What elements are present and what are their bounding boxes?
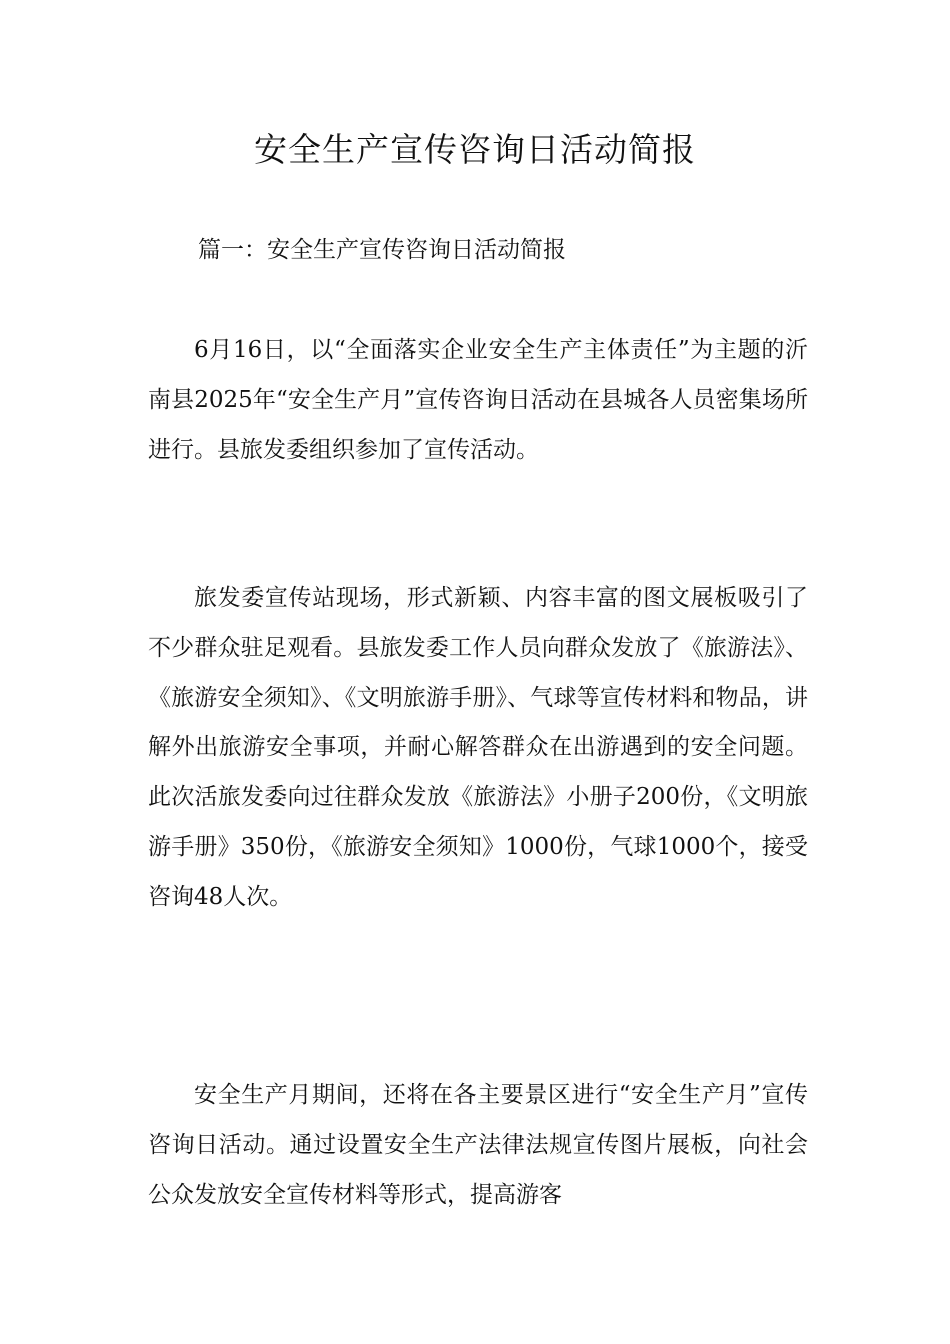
paragraph-3: 安全生产月期间，还将在各主要景区进行“安全生产月”宣传咨询日活动。通过设置安全生产法律法规宣传图片展板，向社会公众发放安全宣传材料等形式，提高游客: [148, 1082, 808, 1208]
document-title: 安全生产宣传咨询日活动简报: [254, 130, 696, 169]
paragraph-1: 6月16日，以“全面落实企业安全生产主体责任”为主题的沂南县2025年“安全生产月”宣传咨询日活动在县城各人员密集场所进行。县旅发委组织参加了宣传活动。: [148, 337, 808, 463]
paragraph-2: 旅发委宣传站现场，形式新颖、内容丰富的图文展板吸引了不少群众驻足观看。县旅发委工作人员向群众发放了《旅游法》、《旅游安全须知》、《文明旅游手册》、气球等宣传材料和物品，讲解外出旅游安全事项，并耐心解答群众在出游遇到的安全问题。此次活旅发委向过往群众发放《旅游法》小册子200份，《文明旅游手册》350份，《旅游安全须知》1000份，气球1000个，接受咨询48人次。: [148, 585, 808, 910]
document-subtitle: 篇一：安全生产宣传咨询日活动简报: [198, 237, 566, 263]
